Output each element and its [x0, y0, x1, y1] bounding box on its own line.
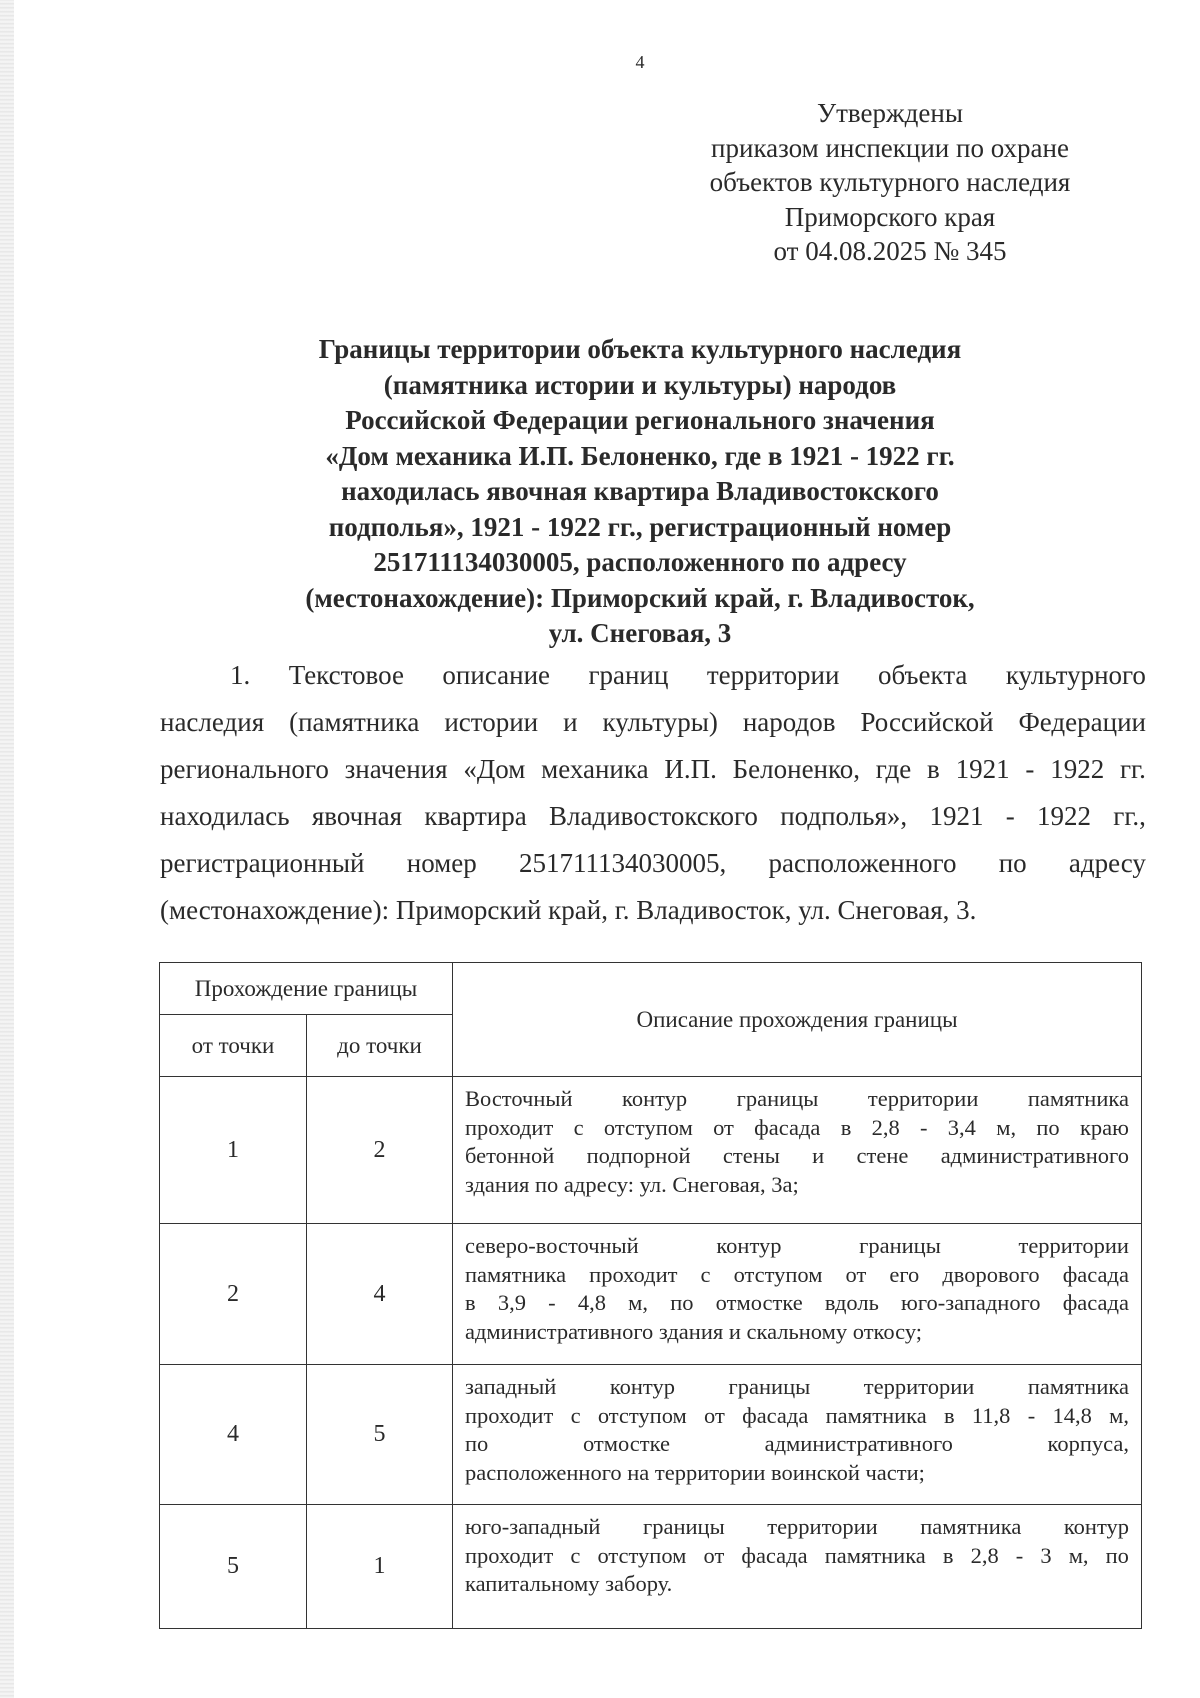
description-line: северо-восточный контур границы территории: [465, 1233, 1129, 1258]
description-cell: [453, 1224, 1142, 1365]
description-line: юго-западный границы территории памятника контур: [465, 1514, 1129, 1539]
description-line: проходит с отступом от фасада в 2,8 - 3,4 м, по краю: [465, 1114, 1129, 1140]
from-point-cell: 2: [160, 1224, 307, 1365]
paragraph-line: 1. Текстовое описание границ территории объекта культурного: [230, 660, 1146, 690]
from-point-cell: 5: [160, 1505, 307, 1629]
title-line: подполья», 1921 - 1922 гг., регистрационный номер: [328, 511, 952, 542]
paragraph-line: регионального значения «Дом механика И.П. Белоненко, где в 1921 - 1922 гг.: [160, 754, 1146, 784]
title-line: Российской Федерации регионального значения: [345, 405, 935, 435]
title-line: «Дом механика И.П. Белоненко, где в 1921 - 1922 гг.: [325, 440, 955, 471]
table-row: [160, 1505, 1142, 1629]
page-number: 4: [635, 52, 645, 72]
table-row: [160, 1365, 1142, 1505]
description-paragraph: [160, 652, 1146, 934]
description-line: расположенного на территории воинской части;: [465, 1459, 925, 1485]
description-line: бетонной подпорной стены и стене административного: [465, 1143, 1129, 1168]
description-line: западный контур границы территории памятника: [465, 1374, 1129, 1399]
header-description: Описание прохождения границы: [453, 963, 1142, 1077]
approval-line: Утверждены: [817, 98, 963, 128]
header-boundary-passage: Прохождение границы: [160, 963, 453, 1015]
title-line: находилась явочная квартира Владивостокского: [341, 476, 939, 506]
approval-line: объектов культурного наследия: [709, 167, 1071, 197]
paragraph-line: регистрационный номер 251711134030005, расположенного по адресу: [160, 848, 1146, 878]
approval-line: Приморского края: [784, 201, 996, 232]
approval-block: [660, 96, 1120, 269]
table-row: [160, 1224, 1142, 1365]
description-cell: [453, 1505, 1142, 1629]
title-line: (памятника истории и культуры) народов: [383, 369, 897, 400]
description-line: Восточный контур границы территории памятника: [465, 1086, 1129, 1111]
description-line: проходит с отступом от фасада памятника в 2,8 - 3 м, по: [465, 1542, 1129, 1568]
title-line: Границы территории объекта культурного наследия: [318, 334, 962, 364]
boundary-table: [159, 962, 1142, 1629]
to-point-cell: 4: [307, 1224, 453, 1365]
description-line: здания по адресу: ул. Снеговая, 3а;: [465, 1171, 799, 1197]
description-line: капитальному забору.: [465, 1571, 673, 1596]
title-line: ул. Снеговая, 3: [548, 618, 732, 648]
description-line: в 3,9 - 4,8 м, по отмостке вдоль юго-западного фасада: [465, 1290, 1129, 1315]
approval-line: от 04.08.2025 № 345: [773, 236, 1007, 266]
description-line: административного здания и скальному откосу;: [465, 1318, 923, 1344]
to-point-cell: 5: [307, 1365, 453, 1505]
description-cell: [453, 1365, 1142, 1505]
paragraph-line: находилась явочная квартира Владивостокского подполья», 1921 - 1922 гг.,: [160, 801, 1146, 831]
description-cell: [453, 1077, 1142, 1224]
header-to-point: до точки: [307, 1015, 453, 1077]
from-point-cell: 4: [160, 1365, 307, 1505]
to-point-cell: 1: [307, 1505, 453, 1629]
to-point-cell: 2: [307, 1077, 453, 1224]
title-line: (местонахождение): Приморский край, г. Владивосток,: [305, 582, 975, 613]
description-line: по отмостке административного корпуса,: [465, 1431, 1129, 1456]
approval-line: приказом инспекции по охране: [711, 132, 1069, 163]
header-from-point: от точки: [160, 1015, 307, 1077]
document-title: [220, 332, 1060, 652]
description-line: проходит с отступом от фасада памятника в 11,8 - 14,8 м,: [465, 1402, 1129, 1428]
paragraph-line: (местонахождение): Приморский край, г. Владивосток, ул. Снеговая, 3.: [160, 895, 977, 925]
from-point-cell: 1: [160, 1077, 307, 1224]
scan-edge: [0, 0, 14, 1698]
title-line: 251711134030005, расположенного по адресу: [373, 547, 907, 577]
paragraph-line: наследия (памятника истории и культуры) народов Российской Федерации: [160, 707, 1146, 737]
description-line: памятника проходит с отступом от его дворового фасада: [465, 1261, 1129, 1287]
table-row: [160, 1077, 1142, 1224]
